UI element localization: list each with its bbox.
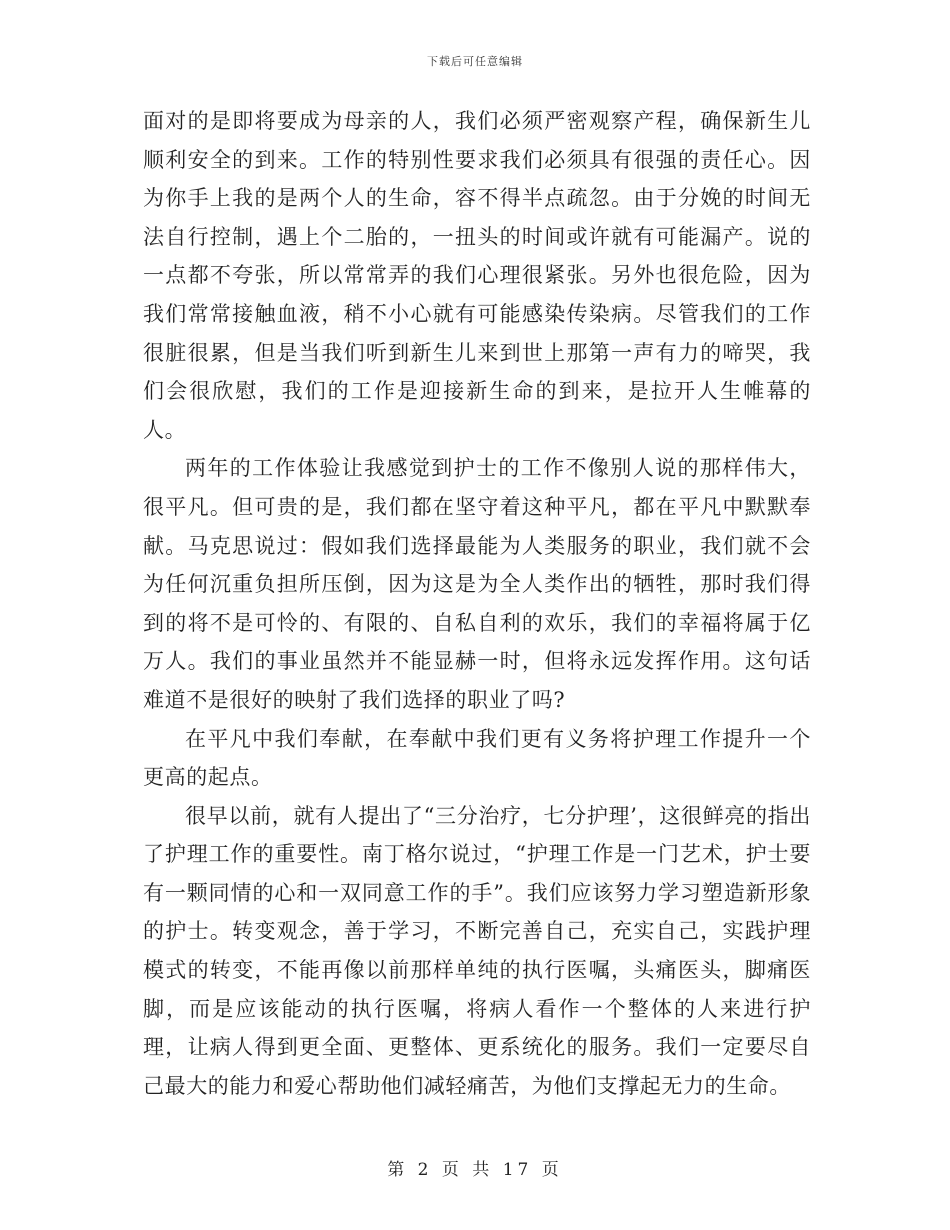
paragraph-4: 很早以前，就有人提出了“三分治疗，七分护理’，这很鲜亮的指出了护理工作的重要性。南丁格尔说过，“护理工作是一门艺术，护士要有一颗同情的心和一双同意工作的手”。我们应该努力学习塑造新形象的护士。转变观念，善于学习，不断完善自己，充实自己，实践护理模式的转变，不能再像以前那样单纯的执行医嘱，头痛医头，脚痛医脚，而是应该能动的执行医嘱，将病人看作一个整体的人来进行护理，让病人得到更全面、更整体、更系统化的服务。我们一定要尽自己最大的能力和爱心帮助他们减轻痛苦，为他们支撑起无力的生命。 — [143, 803, 811, 1098]
paragraph-3: 在平凡中我们奉献，在奉献中我们更有义务将护理工作提升一个更高的起点。 — [143, 726, 811, 790]
document-body — [143, 102, 811, 1105]
paragraph-1: 面对的是即将要成为母亲的人，我们必须严密观察产程，确保新生儿顺利安全的到来。工作的特别性要求我们必须具有很强的责任心。因为你手上我的是两个人的生命，容不得半点疏忽。由于分娩的时间无法自行控制，遇上个二胎的，一扭头的时间或许就有可能漏产。说的一点都不夸张，所以常常弄的我们心理很紧张。另外也很危险，因为我们常常接触血液，稍不小心就有可能感染传染病。尽管我们的工作很脏很累，但是当我们听到新生儿来到世上那第一声有力的啼哭，我们会很欣慰，我们的工作是迎接新生命的到来，是拉开人生帷幕的人。 — [143, 109, 811, 442]
paragraph-2: 两年的工作体验让我感觉到护士的工作不像别人说的那样伟大，很平凡。但可贵的是，我们都在坚守着这种平凡，都在平凡中默默奉献。马克思说过：假如我们选择最能为人类服务的职业，我们就不会为任何沉重负担所压倒，因为这是为全人类作出的牺牲，那时我们得到的将不是可怜的、有限的、自私自利的欢乐，我们的幸福将属于亿万人。我们的事业虽然并不能显赫一时，但将永远发挥作用。这句话难道不是很好的映射了我们选择的职业了吗? — [143, 456, 811, 712]
page-number-footer: 第 2 页 共 17 页 — [387, 1160, 563, 1180]
header-note: 下载后可任意编辑 — [427, 55, 523, 68]
